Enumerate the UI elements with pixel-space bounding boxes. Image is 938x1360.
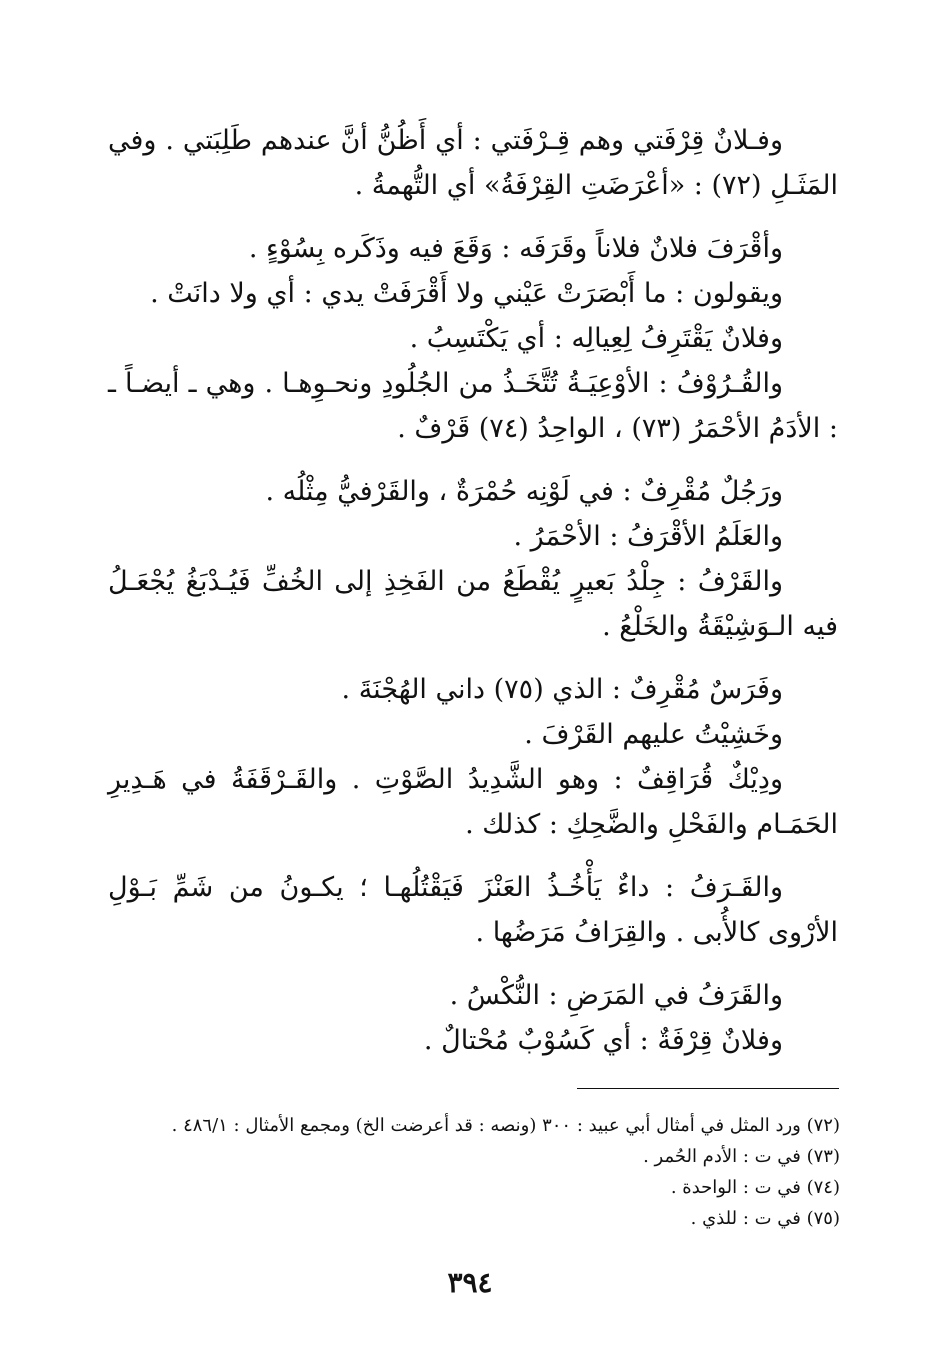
footnote: (٧٣) في ت : الأدم الحُمر .	[643, 1146, 840, 1167]
paragraph: والقَرْفُ : جِلْدُ بَعيرٍ يُقْطَعُ من الفَخِذِ إلى الخُفِّ فَيُـدْبَغُ يُجْعَـلُ فيه الـوَشِيْقَةُ والخَلْعُ .	[108, 566, 838, 642]
paragraph: والقُـرُوْفُ : الأوْعِيَـةُ تُتَّخَـذُ من الجُلُودِ ونحـوِهـا . وهي ـ أيضـاً ـ : الأدَمُ الأحْمَرُ (٧٣) ، الواحِدُ (٧٤) قَرْفٌ .	[108, 368, 838, 444]
footnote: (٧٢) ورد المثل في أمثال أبي عبيد : ٣٠٠ (ونصه : قد أعرضت الخ) ومجمع الأمثال : ٤٨٦/١ .	[171, 1115, 840, 1136]
paragraph: وفلانٌ يَقْتَرِفُ لِعِيالِه : أي يَكْتَسِبُ .	[409, 323, 783, 354]
paragraph: وأقْرَفَ فلانٌ فلاناً وقَرَفَه : وَقَعَ فيه وذَكَره بِسُوْءٍ .	[248, 233, 783, 264]
footnotes	[160, 1110, 840, 1234]
paragraph: وفَرَسٌ مُقْرِفٌ : الذي (٧٥) داني الهُجْنَةَ .	[341, 674, 783, 705]
paragraph: وخَشِيْتُ عليهم القَرْفَ .	[524, 719, 783, 750]
paragraph: والقَرَفُ في المَرَضِ : النُّكْسُ .	[449, 980, 783, 1011]
main-text	[108, 118, 838, 1063]
paragraph: ورَجُلٌ مُقْرِفٌ : في لَوْنِه حُمْرَةٌ ، والقَرْفيُّ مِثْلُه .	[265, 476, 783, 507]
paragraph: وفـلانٌ قِرْفَتي وهم قِـرْفَتي : أي أَظُنُّ أنَّ عندهم طَلِبَتي . وفي المَثَـلِ (٧٢) : «أعْرَضَتِ القِرْفَةُ» أي التُّهمةُ .	[108, 125, 838, 201]
paragraph: ودِيْكٌ قُرَاقِفٌ : وهو الشَّدِيدُ الصَّوْتِ . والقَـرْقَفَةُ في هَـدِيرِ الحَمَـام والفَحْلِ والضَّحِكِ : كذلك .	[108, 764, 838, 840]
paragraph: والعَلَمُ الأقْرَفُ : الأحْمَرُ .	[513, 521, 783, 552]
footnote: (٧٥) في ت : للذي .	[690, 1208, 840, 1229]
footnote: (٧٤) في ت : الواحدة .	[670, 1177, 840, 1198]
paragraph: والقَـرَفُ : داءٌ يَأْخُـذُ العَنْزَ فَيَقْتُلُهـا ؛ يكـونُ من شَمِّ بَـوْلِ الأرْوى كالأُبى . والقِرَافُ مَرَضُها .	[108, 872, 838, 948]
paragraph: وفلانٌ قِرْفَةٌ : أي كَسُوْبٌ مُحْتالٌ .	[423, 1025, 783, 1056]
paragraph: ويقولون : ما أَبْصَرَتْ عَيْني ولا أَقْرَفَتْ يدي : أي ولا دانَتْ .	[150, 278, 783, 309]
footnote-separator	[577, 1088, 839, 1089]
page-number: ٣٩٤	[447, 1266, 493, 1299]
